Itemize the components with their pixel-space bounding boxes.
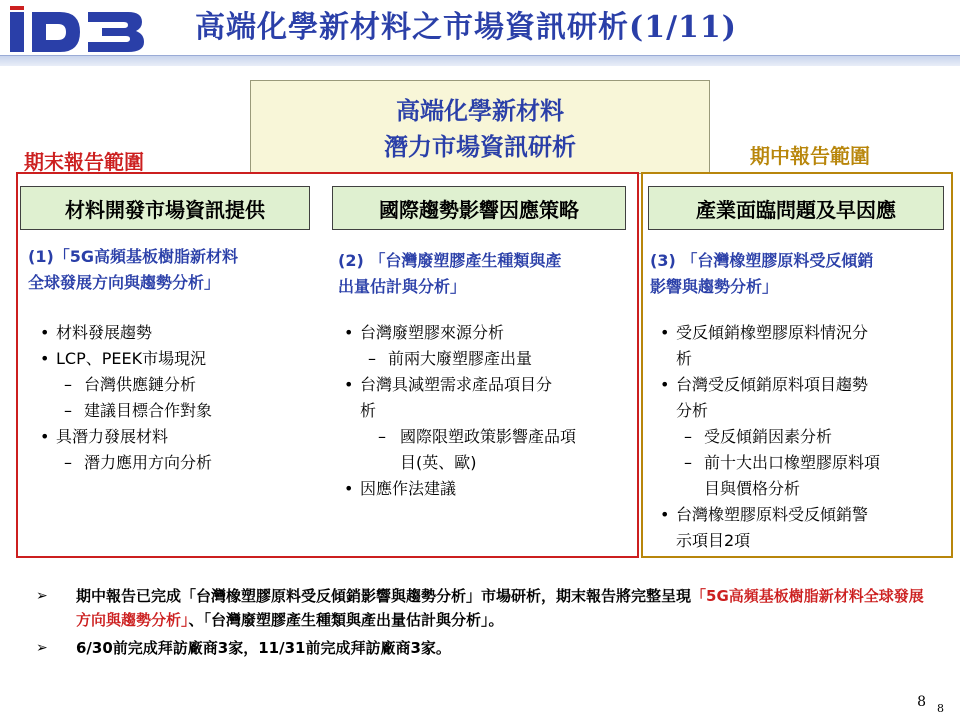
bullet-item: • 因應作法建議 — [338, 476, 634, 502]
column-2-list — [338, 320, 634, 502]
center-topic-box — [250, 80, 710, 174]
column-3-list — [654, 320, 946, 554]
sub-bullet-item: – 台灣供應鏈分析 — [34, 372, 314, 398]
note-text: 期中報告已完成「台灣橡塑膠原料受反傾銷影響與趨勢分析」市場研析，期末報告將完整呈現 — [76, 587, 692, 605]
title-page-count: (1/11) — [629, 10, 737, 45]
column-2-subtitle-line1: (2) 「台灣廢塑膠產生種類與產 — [338, 251, 562, 270]
sub-bullet-item: – 潛力應用方向分析 — [34, 450, 314, 476]
column-2-subtitle-line2: 出量估計與分析」 — [338, 277, 467, 296]
bullet-continuation: 分析 — [676, 401, 709, 420]
bullet-item: • LCP、PEEK市場現況 — [34, 346, 314, 372]
sub-bullet-item: – 受反傾銷因素分析 — [654, 424, 946, 450]
summary-notes — [36, 584, 936, 664]
header-band — [0, 56, 960, 66]
bullet-item: • 台灣橡塑膠原料受反傾銷警 — [654, 502, 946, 528]
sub-bullet-item: – 前十大出口橡塑膠原料項 — [654, 450, 946, 476]
column-3-subtitle-line1: (3) 「台灣橡塑膠原料受反傾銷 — [650, 251, 874, 270]
column-3-heading: 產業面臨問題及早因應 — [648, 186, 944, 230]
note-highlight-text: 「5G高頻基板樹脂新材料全球發展方向與趨勢分析」 — [76, 587, 924, 629]
column-3-subtitle-line2: 影響與趨勢分析」 — [650, 277, 779, 296]
column-2-subtitle — [338, 248, 634, 300]
id3-logo — [8, 6, 148, 56]
column-1-subtitle — [28, 244, 318, 296]
bullet-item: • 材料發展趨勢 — [34, 320, 314, 346]
bullet-continuation: 示項目2項 — [676, 531, 751, 550]
sub-bullet-item: – 前兩大廢塑膠產出量 — [338, 346, 634, 372]
sub-bullet-item: – 國際限塑政策影響產品項 — [338, 424, 634, 450]
sub-bullet-continuation: 目與價格分析 — [704, 479, 801, 498]
note-item — [36, 584, 936, 632]
svg-text:ID3: ID3 — [8, 6, 10, 7]
column-3-subtitle — [650, 248, 946, 300]
column-1-heading: 材料開發市場資訊提供 — [20, 186, 310, 230]
column-2-heading: 國際趨勢影響因應策略 — [332, 186, 626, 230]
column-1-subtitle-line1: (1)「5G高頻基板樹脂新材料 — [28, 247, 239, 266]
sub-bullet-continuation: 目(英、歐) — [400, 453, 477, 472]
page-title — [195, 6, 737, 50]
page-number-small: 8 — [937, 702, 944, 715]
arrow-bullet-icon: ➢ — [36, 588, 48, 604]
page-number: 8 — [917, 694, 926, 710]
bullet-item: • 台灣具減塑需求產品項目分 — [338, 372, 634, 398]
bullet-item: • 具潛力發展材料 — [34, 424, 314, 450]
bullet-continuation: 析 — [360, 401, 377, 420]
center-topic-line2: 潛力市場資訊研析 — [384, 133, 576, 161]
sub-bullet-item: – 建議目標合作對象 — [34, 398, 314, 424]
note-text: 6/30前完成拜訪廠商3家，11/31前完成拜訪廠商3家。 — [76, 639, 451, 657]
center-topic-line1: 高端化學新材料 — [396, 97, 564, 125]
midterm-report-scope-label: 期中報告範圍 — [750, 144, 870, 168]
bullet-item: • 台灣受反傾銷原料項目趨勢 — [654, 372, 946, 398]
arrow-bullet-icon: ➢ — [36, 640, 48, 656]
final-report-scope-label: 期末報告範圍 — [24, 150, 144, 174]
bullet-continuation: 析 — [676, 349, 693, 368]
note-text: 、「台灣廢塑膠產生種類與產出量估計與分析」。 — [188, 611, 504, 629]
bullet-item: • 受反傾銷橡塑膠原料情況分 — [654, 320, 946, 346]
column-1-list — [34, 320, 314, 476]
column-1-subtitle-line2: 全球發展方向與趨勢分析」 — [28, 273, 221, 292]
title-text: 高端化學新材料之市場資訊研析 — [195, 10, 629, 45]
note-item — [36, 636, 936, 660]
bullet-item: • 台灣廢塑膠來源分析 — [338, 320, 634, 346]
